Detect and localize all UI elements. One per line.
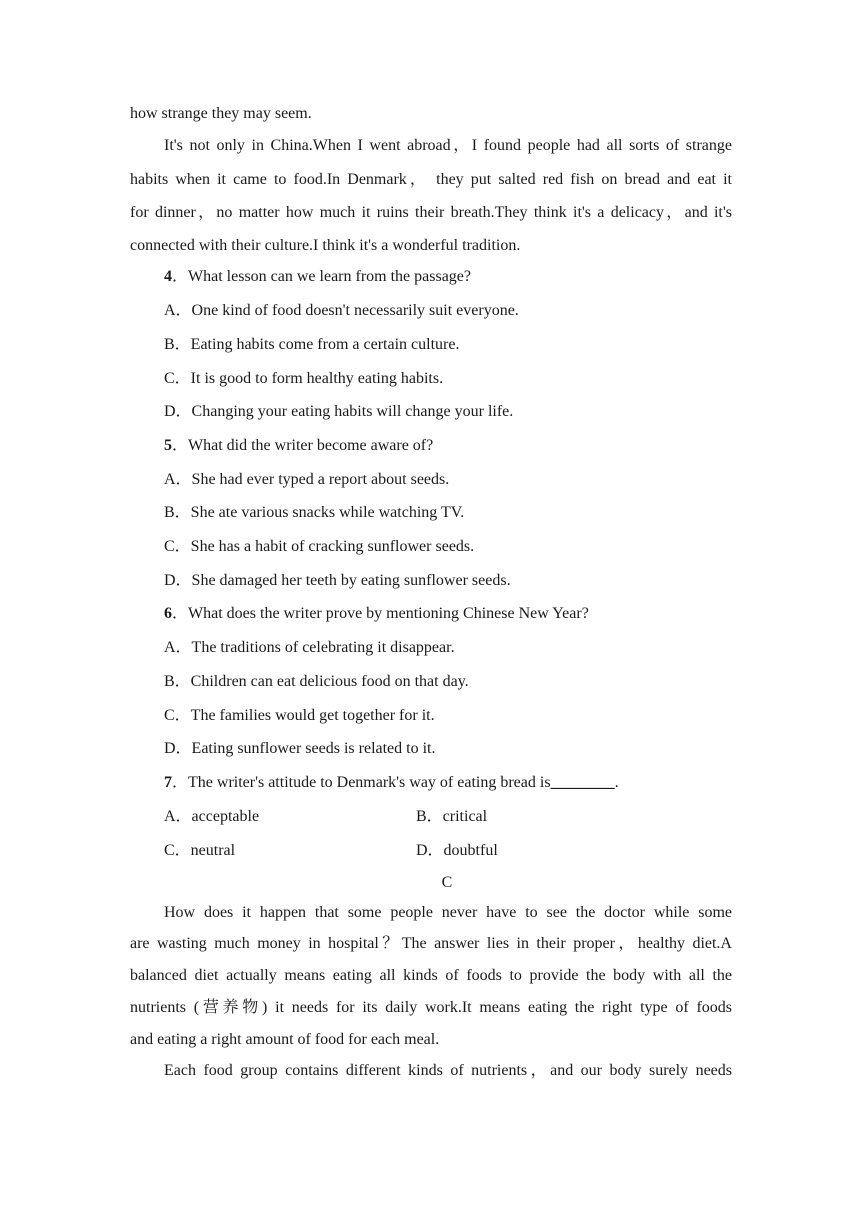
question-number: 4 [164,268,172,285]
passage-line: habits when it came to food.In Denmark， they put salted red fish on bread and eat it [130,171,732,188]
option-a: A．She had ever typed a report about seeds. [164,471,450,488]
option-d: D．Changing your eating habits will change your life. [164,403,514,420]
passage-line: connected with their culture.I think it's a wonderful tradition. [130,237,521,254]
question-6 [164,604,766,624]
option-a: A．One kind of food doesn't necessarily suit everyone. [164,302,519,319]
option-c: C．neutral [164,842,236,859]
question-text: What does the writer prove by mentioning Chinese New Year? [188,605,589,622]
option-d: D．She damaged her teeth by eating sunflower seeds. [164,572,511,589]
question-separator: ． [172,605,189,622]
question-number: 5 [164,437,172,454]
passage-line: How does it happen that some people never have to see the doctor while some [164,904,732,921]
option-b: B．Eating habits come from a certain culture. [164,336,460,353]
passage-line: balanced diet actually means eating all kinds of foods to provide the body with all the [130,967,732,984]
question-5 [164,436,766,456]
option-c: C．The families would get together for it. [164,707,435,724]
option-a: A．The traditions of celebrating it disappear. [164,639,455,656]
passage-line: It's not only in China.When I went abroad，I found people had all sorts of strange [164,137,732,154]
passage-line: and eating a right amount of food for each meal. [130,1031,440,1048]
question-text: The writer's attitude to Denmark's way of eating bread is [188,774,551,791]
option-a: A．acceptable [164,808,260,825]
question-text: What lesson can we learn from the passage? [188,268,472,285]
question-number: 7 [164,774,172,791]
option-b: B．critical [416,808,488,825]
passage-line: Each food group contains different kinds of nutrients，and our body surely needs [164,1062,732,1079]
option-d: D．Eating sunflower seeds is related to it. [164,740,436,757]
passage-line: for dinner，no matter how much it ruins their breath.They think it's a delicacy，and it's [130,204,732,221]
section-heading: C [441,874,453,891]
option-c: C．She has a habit of cracking sunflower seeds. [164,538,475,555]
question-text: What did the writer become aware of? [188,437,434,454]
question-7 [164,773,766,793]
question-end: . [614,774,619,791]
answer-blank: ________ [550,774,615,791]
option-b: B．She ate various snacks while watching TV. [164,504,465,521]
passage-line: how strange they may seem. [130,105,312,122]
question-separator: ． [172,774,189,791]
question-4 [164,267,766,287]
passage-line: are wasting much money in hospital？The answer lies in their proper，healthy diet.A [130,935,732,952]
passage-line: nutrients (营养物) it needs for its daily work.It means eating the right type of foods [130,999,732,1016]
question-separator: ． [172,437,189,454]
option-d: D．doubtful [416,842,498,859]
question-number: 6 [164,605,172,622]
option-b: B．Children can eat delicious food on that day. [164,673,469,690]
option-c: C．It is good to form healthy eating habits. [164,370,444,387]
question-separator: ． [172,268,189,285]
